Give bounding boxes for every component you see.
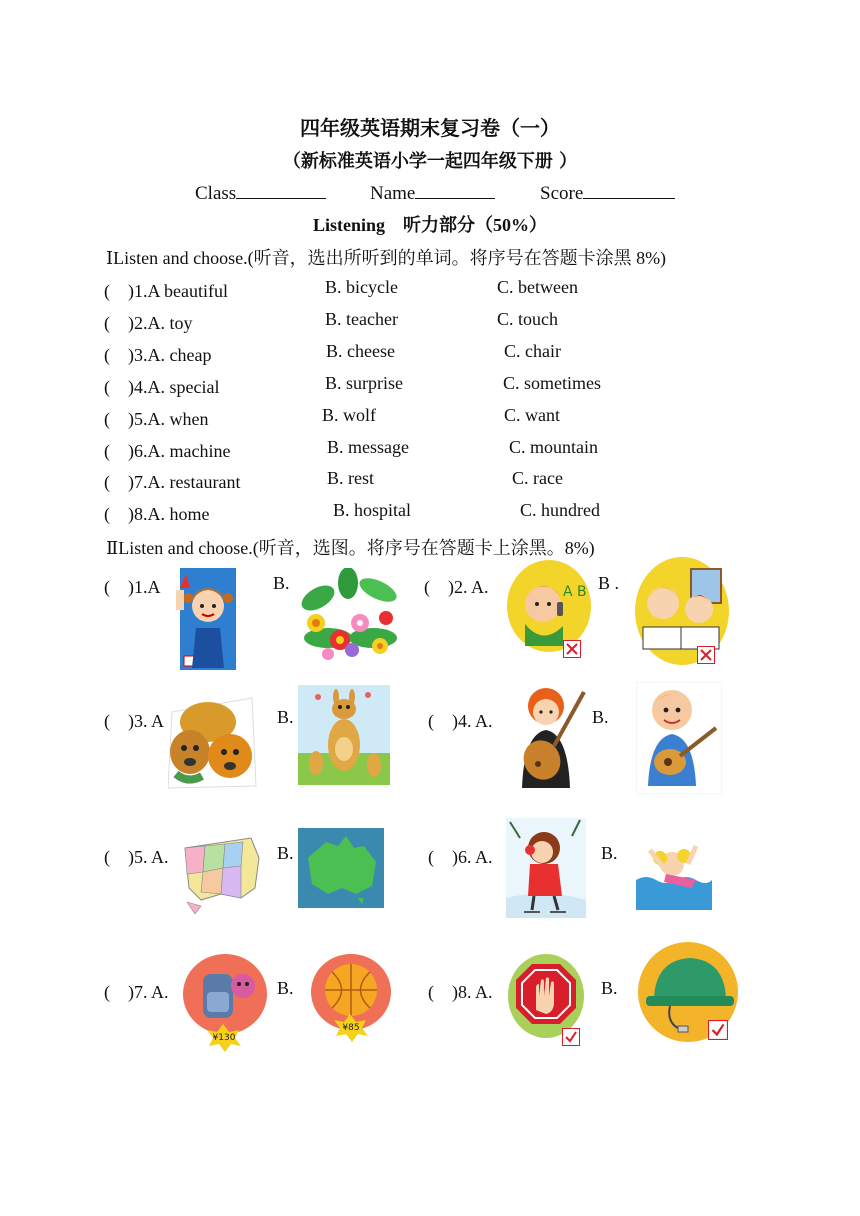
boy-guitar-icon[interactable] [636, 682, 722, 794]
picture-question-label: ( )4. A. [428, 711, 493, 731]
picture-question-label: ( )7. A. [104, 982, 169, 1002]
question-row: ( )5.A. when [104, 409, 209, 429]
option-c: C. mountain [509, 437, 598, 457]
score-label: Score [540, 183, 584, 204]
option-b-label: B. [277, 978, 294, 998]
option-b-label: B. [592, 707, 609, 727]
option-c: C. sometimes [503, 373, 601, 393]
option-b: B. bicycle [325, 277, 398, 297]
part-title: Listening 听力部分（50%） [312, 215, 548, 235]
section1-heading: ⅠListen and choose.(听音，选出所听到的单词。将序号在答题卡涂黑 8%) [106, 248, 667, 268]
option-b: B. hospital [333, 500, 412, 520]
flowers-icon[interactable] [298, 568, 400, 660]
option-c: C. race [512, 468, 563, 488]
cross-mark-icon [697, 646, 715, 664]
price-tag-b: ¥85 [342, 1023, 360, 1033]
class-field [195, 180, 326, 205]
option-b: B. cheese [326, 341, 395, 361]
usa-map-icon[interactable] [181, 828, 263, 918]
question-row: ( )7.A. restaurant [104, 472, 241, 492]
basketball-icon[interactable] [310, 952, 392, 1046]
svg-text:A B: A B [563, 584, 587, 600]
backpack-icon[interactable] [181, 952, 269, 1054]
option-c: C. want [504, 405, 560, 425]
score-field [540, 180, 675, 205]
option-b-label: B. [277, 843, 294, 863]
option-b-label: B. [601, 843, 618, 863]
page-subtitle: （新标准英语小学一起四年级下册 ） [282, 151, 578, 172]
option-b: B. rest [327, 468, 374, 488]
option-b: B. wolf [322, 405, 376, 425]
girl-pipa-icon[interactable] [508, 684, 590, 788]
dogs-icon[interactable] [168, 692, 258, 790]
picture-question-label: ( )2. A. [424, 577, 489, 597]
check-mark-icon [562, 1028, 580, 1046]
question-row: ( )1.A beautiful [104, 281, 228, 301]
kangaroo-icon[interactable] [298, 685, 390, 785]
option-b: B. surprise [325, 373, 403, 393]
girl-swimming-icon[interactable] [636, 830, 712, 910]
girl-skating-icon[interactable] [506, 818, 586, 918]
option-b-label: B. [273, 573, 290, 593]
check-mark-icon [708, 1020, 728, 1040]
score-blank[interactable] [583, 180, 675, 199]
australia-map-icon[interactable] [298, 828, 384, 908]
option-c: C. between [497, 277, 578, 297]
option-b: B. teacher [325, 309, 398, 329]
name-blank[interactable] [415, 180, 495, 199]
picture-question-label: ( )1.A [104, 577, 161, 597]
question-row: ( )8.A. home [104, 504, 210, 524]
picture-question-label: ( )8. A. [428, 982, 493, 1002]
cross-mark-icon [563, 640, 581, 658]
option-c: C. chair [504, 341, 561, 361]
girl-waving-icon[interactable] [172, 568, 236, 670]
name-field [370, 180, 495, 205]
option-b-label: B. [601, 978, 618, 998]
question-row: ( )6.A. machine [104, 441, 231, 461]
option-b-label: B . [598, 573, 620, 593]
question-row: ( )2.A. toy [104, 313, 193, 333]
class-blank[interactable] [236, 180, 326, 199]
question-row: ( )3.A. cheap [104, 345, 212, 365]
price-tag-a: ¥130 [212, 1033, 236, 1043]
option-c: C. hundred [520, 500, 600, 520]
page-title: 四年级英语期末复习卷（一） [300, 116, 560, 140]
name-label: Name [370, 183, 416, 204]
class-label: Class [195, 183, 237, 204]
option-b-label: B. [277, 707, 294, 727]
option-c: C. touch [497, 309, 558, 329]
picture-question-label: ( )5. A. [104, 847, 169, 867]
picture-question-label: ( )6. A. [428, 847, 493, 867]
question-row: ( )4.A. special [104, 377, 220, 397]
picture-question-label: ( )3. A [104, 711, 164, 731]
section2-heading: ⅡListen and choose.(听音，选图。将序号在答题卡上涂黑。8%) [106, 538, 595, 558]
option-b: B. message [327, 437, 409, 457]
kids-reading-icon[interactable] [633, 555, 731, 667]
